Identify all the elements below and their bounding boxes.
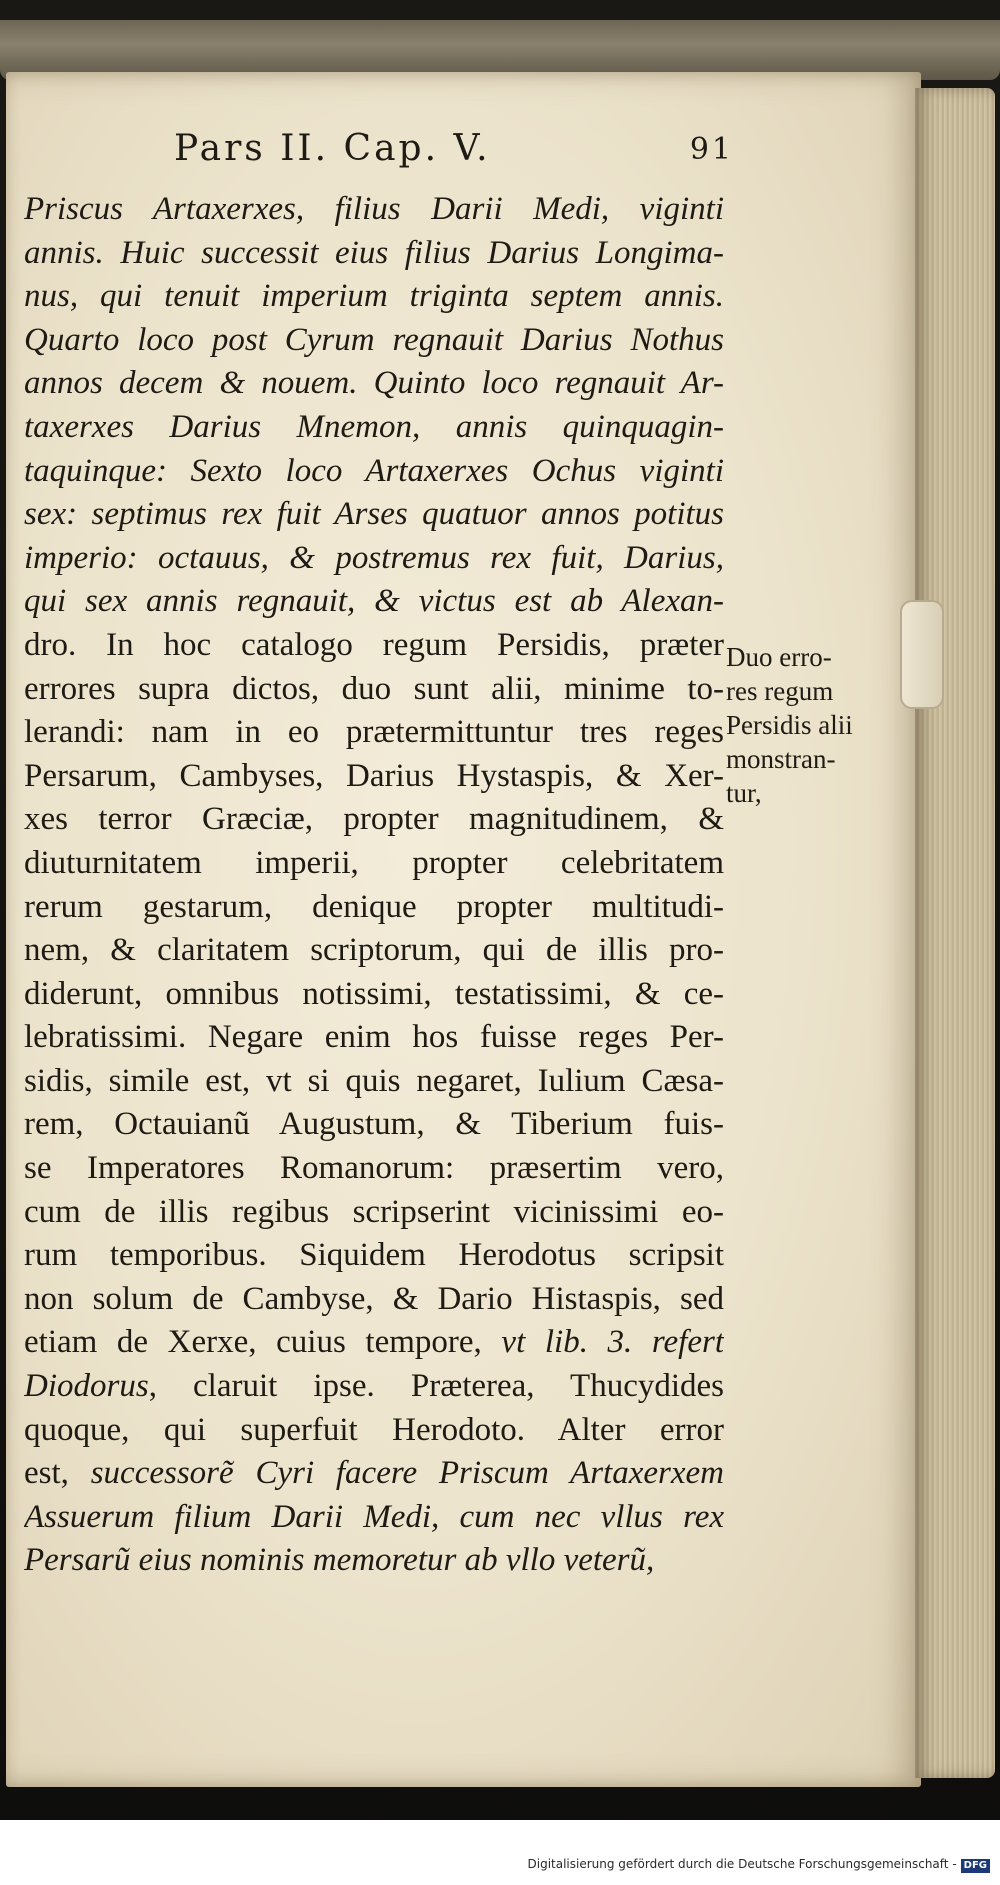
marginal-line: res regum xyxy=(726,676,834,706)
text-line: imperio: octauus, & postremus rex fuit, Darius, xyxy=(24,539,724,576)
text-line: taxerxes Darius Mnemon, annis quinquagin- xyxy=(24,408,724,445)
book-top-edge xyxy=(0,20,1000,80)
dfg-logo-icon: DFG xyxy=(961,1859,990,1873)
text-line: sex: septimus rex fuit Arses quatuor annos potitus xyxy=(24,496,724,533)
text-segment: etiam de Xerxe, cuius tempore, xyxy=(24,1324,482,1361)
marginal-line: tur, xyxy=(726,778,762,808)
text-line: taquinque: Sexto loco Artaxerxes Ochus viginti xyxy=(24,452,724,489)
text-line: diuturnitatem imperii, propter celebritatem xyxy=(24,844,724,881)
text-line: annos decem & nouem. Quinto loco regnauit Ar- xyxy=(24,365,724,402)
text-line: lebratissimi. Negare enim hos fuisse reges Per- xyxy=(24,1019,724,1056)
running-head xyxy=(174,128,734,182)
text-line: qui sex annis regnauit, & victus est ab Alexan- xyxy=(24,583,724,620)
text-line xyxy=(24,1321,724,1365)
text-line: rum temporibus. Siquidem Herodotus scripsit xyxy=(24,1237,724,1274)
text-line: Quarto loco post Cyrum regnauit Darius Nothus xyxy=(24,321,724,358)
page-tab-marker xyxy=(900,600,944,709)
text-line: rerum gestarum, denique propter multitudi- xyxy=(24,888,724,925)
page-number: 91 xyxy=(689,132,734,167)
text-line: rem, Octauianũ Augustum, & Tiberium fuis- xyxy=(24,1106,724,1143)
text-line: cum de illis regibus scripserint vicinissimi eo- xyxy=(24,1193,724,1230)
text-line: lerandi: nam in eo prætermittuntur tres reges xyxy=(24,714,724,751)
italic-segment: vt lib. 3. refert xyxy=(501,1324,724,1361)
book-fore-edge xyxy=(915,88,995,1778)
text-line: errores supra dictos, duo sunt alii, minime to- xyxy=(24,670,724,707)
text-line: Priscus Artaxerxes, filius Darii Medi, viginti xyxy=(24,191,724,227)
marginal-line: Persidis alii xyxy=(726,710,853,740)
italic-segment: Diodorus xyxy=(24,1368,149,1405)
text-line: quoque, qui superfuit Herodoto. Alter error xyxy=(24,1411,724,1448)
text-line: Assuerum filium Darii Medi, cum nec vllus rex xyxy=(24,1498,724,1535)
text-line: xes terror Græciæ, propter magnitudinem, & xyxy=(24,801,724,838)
text-line: annis. Huic successit eius filius Darius Longima- xyxy=(24,234,724,271)
text-line: Persarũ eius nominis memoretur ab vllo veterũ, xyxy=(24,1542,655,1579)
running-head-title: Pars II. Cap. V. xyxy=(174,128,491,169)
text-segment: , claruit ipse. Præterea, Thucydides xyxy=(148,1368,724,1405)
text-line: nus, qui tenuit imperium triginta septem annis. xyxy=(24,278,724,315)
text-line: nem, & claritatem scriptorum, qui de illis pro- xyxy=(24,932,724,969)
footer-credit xyxy=(528,1857,991,1873)
text-line xyxy=(24,1452,724,1496)
marginal-line: Duo erro- xyxy=(726,642,832,672)
text-line: non solum de Cambyse, & Dario Histaspis, sed xyxy=(24,1280,724,1317)
text-line: diderunt, omnibus notissimi, testatissimi, & ce- xyxy=(24,975,724,1012)
italic-segment: successorẽ Cyri facere Priscum Artaxerxem xyxy=(90,1455,724,1492)
footer-band xyxy=(0,1820,1000,1885)
text-line: se Imperatores Romanorum: præsertim vero, xyxy=(24,1150,724,1187)
text-line: dro. In hoc catalogo regum Persidis, præter xyxy=(24,626,724,663)
text-line: sidis, simile est, vt si quis negaret, Iulium Cæsa- xyxy=(24,1062,724,1099)
marginal-line: monstran- xyxy=(726,744,836,774)
text-segment: est, xyxy=(24,1455,69,1492)
text-line xyxy=(24,1365,724,1409)
body-text xyxy=(24,188,724,1583)
text-line: Persarum, Cambyses, Darius Hystaspis, & Xer- xyxy=(24,757,724,794)
marginal-note xyxy=(726,640,891,810)
footer-credit-text: Digitalisierung gefördert durch die Deutsche Forschungsgemeinschaft - xyxy=(527,1857,957,1871)
